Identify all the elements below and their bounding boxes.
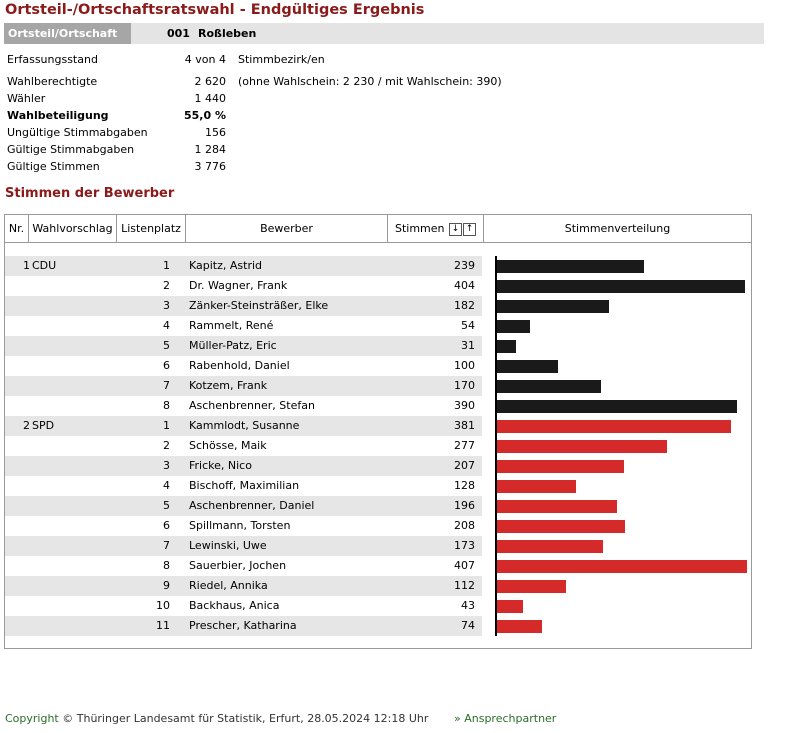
area-name: Roßleben bbox=[198, 27, 257, 40]
cell-listenplatz: 2 bbox=[163, 439, 170, 452]
stat-value: 2 620 bbox=[194, 75, 226, 88]
sort-ascending-icon[interactable]: ↑ bbox=[463, 223, 476, 236]
cell-listenplatz: 3 bbox=[163, 299, 170, 312]
cell-bewerber: Rammelt, René bbox=[189, 319, 274, 332]
area-label: Ortsteil/Ortschaft bbox=[4, 23, 131, 44]
cell-listenplatz: 7 bbox=[163, 539, 170, 552]
stat-row bbox=[7, 107, 226, 124]
area-header bbox=[4, 23, 764, 44]
table-row bbox=[5, 396, 482, 416]
cell-stimmen: 196 bbox=[454, 499, 475, 512]
stat-row bbox=[7, 90, 226, 107]
cell-listenplatz: 3 bbox=[163, 459, 170, 472]
vote-bar bbox=[497, 540, 603, 553]
stat-note: (ohne Wahlschein: 2 230 / mit Wahlschein: 390) bbox=[238, 75, 502, 88]
vote-bar bbox=[497, 560, 747, 573]
table-row bbox=[5, 376, 482, 396]
cell-stimmen: 100 bbox=[454, 359, 475, 372]
vote-bar bbox=[497, 600, 523, 613]
cell-listenplatz: 6 bbox=[163, 359, 170, 372]
stat-key: Gültige Stimmen bbox=[7, 160, 100, 173]
cell-listenplatz: 4 bbox=[163, 319, 170, 332]
stat-row bbox=[7, 158, 226, 175]
table-row bbox=[5, 276, 482, 296]
col-header-nr: Nr. bbox=[5, 215, 29, 242]
table-row bbox=[5, 416, 482, 436]
table-row bbox=[5, 616, 482, 636]
contact-link[interactable]: » Ansprechpartner bbox=[454, 712, 557, 725]
table-row bbox=[5, 556, 482, 576]
copyright-text: © Thüringer Landesamt für Statistik, Erfurt, 28.05.2024 12:18 Uhr bbox=[62, 712, 429, 725]
stat-key: Ungültige Stimmabgaben bbox=[7, 126, 148, 139]
cell-bewerber: Dr. Wagner, Frank bbox=[189, 279, 288, 292]
col-header-stimmenverteilung: Stimmenverteilung bbox=[484, 215, 751, 242]
stat-row bbox=[7, 51, 226, 68]
cell-bewerber: Spillmann, Torsten bbox=[189, 519, 291, 532]
cell-bewerber: Lewinski, Uwe bbox=[189, 539, 267, 552]
cell-bewerber: Kammlodt, Susanne bbox=[189, 419, 300, 432]
cell-stimmen: 170 bbox=[454, 379, 475, 392]
cell-stimmen: 407 bbox=[454, 559, 475, 572]
copyright bbox=[5, 711, 428, 727]
cell-listenplatz: 1 bbox=[163, 419, 170, 432]
stat-value: 3 776 bbox=[194, 160, 226, 173]
cell-bewerber: Riedel, Annika bbox=[189, 579, 268, 592]
chart-axis bbox=[495, 256, 497, 636]
cell-stimmen: 239 bbox=[454, 259, 475, 272]
cell-bewerber: Aschenbrenner, Stefan bbox=[189, 399, 315, 412]
stat-note: Stimmbezirk/en bbox=[238, 53, 325, 66]
stat-value: 55,0 % bbox=[184, 109, 226, 122]
vote-bar bbox=[497, 280, 745, 293]
cell-listenplatz: 1 bbox=[163, 259, 170, 272]
cell-stimmen: 277 bbox=[454, 439, 475, 452]
cell-listenplatz: 7 bbox=[163, 379, 170, 392]
table-row bbox=[5, 476, 482, 496]
cell-listenplatz: 4 bbox=[163, 479, 170, 492]
vote-bar bbox=[497, 320, 530, 333]
header-divider bbox=[5, 242, 751, 243]
cell-stimmen: 43 bbox=[461, 599, 475, 612]
cell-stimmen: 208 bbox=[454, 519, 475, 532]
cell-listenplatz: 2 bbox=[163, 279, 170, 292]
cell-bewerber: Kapitz, Astrid bbox=[189, 259, 263, 272]
cell-stimmen: 390 bbox=[454, 399, 475, 412]
table-row bbox=[5, 316, 482, 336]
cell-wahlvorschlag: CDU bbox=[32, 259, 57, 272]
stat-row bbox=[7, 141, 226, 158]
vote-bar bbox=[497, 380, 601, 393]
vote-bar bbox=[497, 440, 667, 453]
area-code: 001 bbox=[167, 27, 190, 40]
table-row bbox=[5, 596, 482, 616]
copyright-label: Copyright bbox=[5, 712, 59, 725]
table-row bbox=[5, 576, 482, 596]
table-row bbox=[5, 256, 482, 276]
section-title: Stimmen der Bewerber bbox=[5, 186, 175, 201]
table-row bbox=[5, 536, 482, 556]
cell-bewerber: Aschenbrenner, Daniel bbox=[189, 499, 315, 512]
stat-value: 1 440 bbox=[194, 92, 226, 105]
cell-stimmen: 207 bbox=[454, 459, 475, 472]
cell-bewerber: Bischoff, Maximilian bbox=[189, 479, 300, 492]
vote-bar bbox=[497, 340, 516, 353]
vote-bar bbox=[497, 460, 624, 473]
cell-stimmen: 404 bbox=[454, 279, 475, 292]
stat-key: Erfassungsstand bbox=[7, 53, 98, 66]
vote-bar bbox=[497, 400, 737, 413]
cell-nr: 2 bbox=[23, 419, 30, 432]
vote-bar bbox=[497, 620, 542, 633]
stat-value: 4 von 4 bbox=[184, 53, 226, 66]
stat-row bbox=[7, 124, 226, 141]
vote-bar bbox=[497, 360, 558, 373]
table-row bbox=[5, 436, 482, 456]
cell-stimmen: 128 bbox=[454, 479, 475, 492]
cell-bewerber: Zänker-Steinsträßer, Elke bbox=[189, 299, 329, 312]
cell-listenplatz: 10 bbox=[156, 599, 170, 612]
stat-key: Gültige Stimmabgaben bbox=[7, 143, 135, 156]
cell-listenplatz: 8 bbox=[163, 399, 170, 412]
table-row bbox=[5, 296, 482, 316]
col-header-wahlvorschlag: Wahlvorschlag bbox=[29, 215, 117, 242]
vote-bar bbox=[497, 300, 609, 313]
cell-listenplatz: 8 bbox=[163, 559, 170, 572]
cell-listenplatz: 11 bbox=[156, 619, 170, 632]
cell-stimmen: 54 bbox=[461, 319, 475, 332]
table-row bbox=[5, 456, 482, 476]
cell-stimmen: 182 bbox=[454, 299, 475, 312]
page-title: Ortsteil-/Ortschaftsratswahl - Endgültiges Ergebnis bbox=[5, 2, 425, 18]
cell-listenplatz: 9 bbox=[163, 579, 170, 592]
cell-stimmen: 74 bbox=[461, 619, 475, 632]
cell-bewerber: Prescher, Katharina bbox=[189, 619, 297, 632]
cell-wahlvorschlag: SPD bbox=[32, 419, 55, 432]
table-row bbox=[5, 336, 482, 356]
stat-value: 156 bbox=[205, 126, 226, 139]
vote-bar bbox=[497, 580, 566, 593]
results-table bbox=[4, 214, 752, 649]
cell-bewerber: Schösse, Maik bbox=[189, 439, 267, 452]
cell-bewerber: Sauerbier, Jochen bbox=[189, 559, 287, 572]
cell-bewerber: Fricke, Nico bbox=[189, 459, 252, 472]
vote-bar bbox=[497, 260, 644, 273]
stimmen-label: Stimmen bbox=[394, 222, 445, 235]
vote-bar bbox=[497, 480, 576, 493]
cell-bewerber: Kotzem, Frank bbox=[189, 379, 268, 392]
cell-listenplatz: 5 bbox=[163, 499, 170, 512]
stat-key: Wähler bbox=[7, 92, 46, 105]
col-header-listenplatz: Listenplatz bbox=[117, 215, 186, 242]
cell-listenplatz: 6 bbox=[163, 519, 170, 532]
table-row bbox=[5, 356, 482, 376]
table-row bbox=[5, 496, 482, 516]
vote-bar bbox=[497, 500, 617, 513]
cell-bewerber: Rabenhold, Daniel bbox=[189, 359, 290, 372]
stat-row bbox=[7, 73, 226, 90]
cell-bewerber: Backhaus, Anica bbox=[189, 599, 280, 612]
table-row bbox=[5, 516, 482, 536]
stat-key: Wahlberechtigte bbox=[7, 75, 98, 88]
sort-descending-icon[interactable]: ↓ bbox=[449, 223, 462, 236]
cell-bewerber: Müller-Patz, Eric bbox=[189, 339, 277, 352]
cell-stimmen: 381 bbox=[454, 419, 475, 432]
cell-stimmen: 31 bbox=[461, 339, 475, 352]
cell-nr: 1 bbox=[23, 259, 30, 272]
cell-listenplatz: 5 bbox=[163, 339, 170, 352]
vote-bar bbox=[497, 420, 731, 433]
stat-key: Wahlbeteiligung bbox=[7, 109, 109, 122]
col-header-bewerber: Bewerber bbox=[186, 215, 388, 242]
cell-stimmen: 173 bbox=[454, 539, 475, 552]
vote-bar bbox=[497, 520, 625, 533]
col-header-stimmen bbox=[388, 215, 484, 242]
stat-value: 1 284 bbox=[194, 143, 226, 156]
cell-stimmen: 112 bbox=[454, 579, 475, 592]
